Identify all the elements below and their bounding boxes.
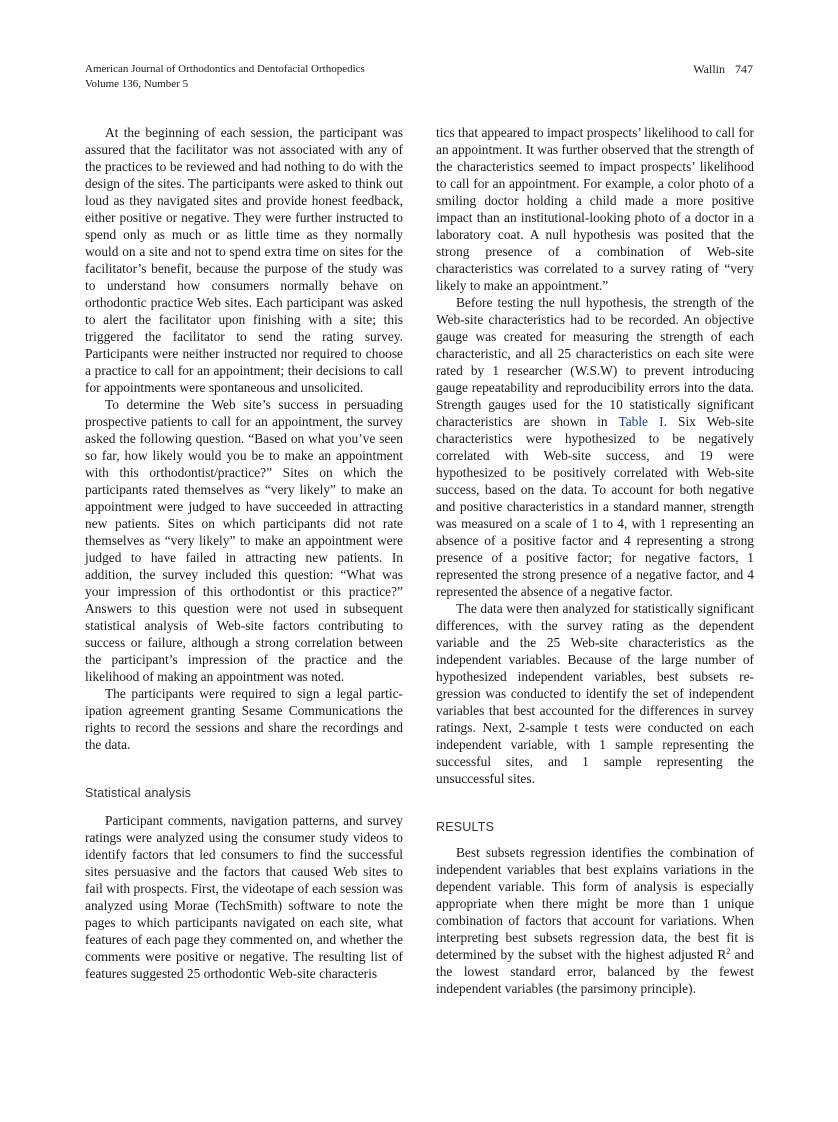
paragraph-text: and the lowest standard error, balanced by the fewest independent variables (the parsimony principle).: [436, 947, 754, 996]
journal-volume: Volume 136, Number 5: [85, 78, 189, 90]
paragraph-text: Best subsets regression identifies the combination of independent variables that best explains variations in the dependent variable. This form of analysis is especially appropriate when there might be more than 1 unique combination of factors that account for variations. When interpreting best subsets regression data, the best fit is determined by the subset with the highest adjusted R: [436, 845, 754, 962]
journal-title: American Journal of Orthodontics and Dentofacial Orthopedics: [85, 63, 365, 75]
paragraph: [436, 844, 754, 997]
paragraph: At the beginning of each session, the participant was assured that the facilitator was not associated with any of the practices to be reviewed and had nothing to do with the design of the sites. The participants were asked to think out loud as they navigated sites and provide honest feedback, either positive or negative. They were further instructed to spend only as much or as little time as they normally would on a site and not to spend extra time on sites for the facilitator’s benefit, because the purpose of the study was to understand how consumers normally behave on orthodontic practice Web sites. Each participant was asked to alert the facilitator upon finishing with a site; this triggered the facilitator to send the rating survey. Participants were neither instructed nor required to choose a practice to call for an appointment; their decisions to call for appointments were spontaneous and unsolicited.: [85, 125, 403, 395]
paragraph-text: Before testing the null hypothesis, the strength of the Web-site characteristics had to be recorded. An objective gauge was created for measuring the strength of each characteristic, and all 25 characteristics on each site were rated by 1 researcher (W.S.W) to prevent introducing gauge repeatability and reproducibility errors into the data. Strength gauges used for the 10 statistically significant characteristics are shown in: [436, 295, 754, 429]
running-author: Wallin: [693, 62, 725, 76]
paragraph: To determine the Web site’s success in persuading prospective patients to call for an appointment, the survey asked the following question. “Based on what you’ve seen so far, how likely would you be to make an appointment with this orthodontist/practice?” Sites on which the participants rated themselves as “very likely” to make an appointment were judged to have succeeded in attracting new patients. Sites on which participants did not rate themselves as “very likely” to make an appointment were judged to have failed in attracting new patients. In addition, the survey included this question: “What was your impression of this orthodontist or this practice?” Answers to this question were not used in subsequent statistical analysis of Web-site factors contributing to success or failure, although a strong correlation between the participant’s impression of the practice and the likelihood of making an appointment was noted.: [85, 397, 403, 684]
superscript: 2: [726, 947, 731, 956]
paragraph: [436, 294, 754, 600]
left-column: [85, 124, 403, 982]
author-page: [683, 62, 753, 77]
journal-info: [85, 62, 365, 92]
subheading-statistical-analysis: Statistical analysis: [85, 786, 192, 800]
page-number: 747: [735, 62, 753, 76]
paragraph: The participants were required to sign a legal participation agreement granting Sesame Communications the rights to record the sessions and share the recordings and the data.: [85, 686, 403, 752]
paragraph-text: . Six Web-site characteristics were hypothesized to be negatively correlated with Web-site success, and 19 were hypothesized to be positively correlated with Web-site success, based on the data. To account for both negative and positive characteristics in a standard manner, strength was measured on a scale of 1 to 4, with 1 representing an absence of a positive factor and 4 representing a strong presence of a positive factor; for negative factors, 1 represented the strong presence of a negative factor, and 4 represented the absence of a negative factor.: [436, 414, 754, 599]
heading-results: RESULTS: [436, 820, 495, 834]
paragraph: Participant comments, navigation patterns, and survey ratings were analyzed using the consumer study videos to identify factors that led consumers to find the successful sites persuasive and the factors that caused Web sites to fail with prospects. First, the videotape of each session was analyzed using Morae (TechSmith) software to note the pages to which participants navigated on each site, what features of each page they commented on, and whether the comments were positive or negative. The resulting list of features suggested 25 orthodontic Web-site characteris: [85, 813, 403, 981]
paragraph-continued: tics that appeared to impact prospects’ likelihood to call for an appointment. It was further observed that the strength of the characteristics seemed to impact prospects’ likelihood to call for an appointment. For example, a color photo of a smiling doctor holding a child made a more positive impact than an institutional-looking photo of a doctor in a laboratory coat. A null hypothesis was posited that the strong presence of a combination of Web-site characteristics was correlated to a survey rating of “very likely to make an appointment.”: [436, 125, 754, 293]
right-column: [436, 124, 754, 997]
paragraph: The data were then analyzed for statistically significant differences, with the survey rating as the dependent variable and the 25 Web-site characteristics as the independent variables. Because of the large number of hypothesized independent variables, best subsets regression was conducted to identify the set of independent variables that best accounted for the differences in survey ratings. Next, 2-sample t tests were conducted on each independent variable, with 1 sample representing the successful sites, and 1 sample representing the unsuccessful sites.: [436, 601, 754, 786]
table-reference-link[interactable]: Table I: [618, 414, 664, 429]
